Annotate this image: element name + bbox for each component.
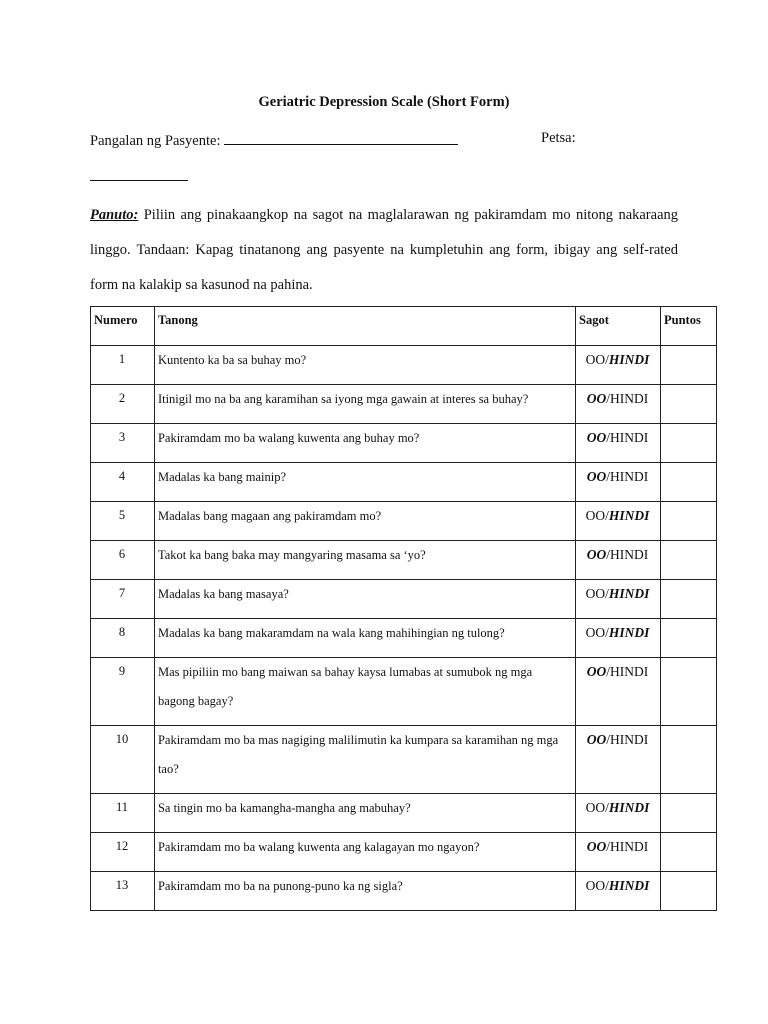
row-number: 12 [91, 833, 155, 872]
answer-no-option[interactable]: HINDI [608, 586, 650, 601]
row-question: Pakiramdam mo ba walang kuwenta ang kalagayan mo ngayon? [154, 833, 575, 872]
row-answer[interactable] [576, 502, 661, 541]
answer-no-option[interactable]: HINDI [610, 664, 649, 679]
table-row [91, 502, 717, 541]
answer-no-option[interactable]: HINDI [608, 878, 650, 893]
row-question: Pakiramdam mo ba na punong-puno ka ng sigla? [154, 872, 575, 911]
table-header-row [91, 307, 717, 346]
row-score-cell[interactable] [661, 346, 717, 385]
header-answer: Sagot [576, 307, 661, 346]
row-number: 9 [91, 658, 155, 726]
row-answer[interactable] [576, 872, 661, 911]
row-answer[interactable] [576, 726, 661, 794]
row-question: Pakiramdam mo ba walang kuwenta ang buhay mo? [154, 424, 575, 463]
answer-no-option[interactable]: HINDI [610, 547, 649, 562]
answer-yes-option[interactable]: OO [586, 469, 607, 484]
date-field-row [90, 166, 188, 186]
answer-separator: / [606, 391, 611, 406]
answer-yes-option[interactable]: OO [586, 547, 607, 562]
answer-no-option[interactable]: HINDI [608, 625, 650, 640]
answer-separator: / [606, 469, 611, 484]
answer-no-option[interactable]: HINDI [608, 352, 650, 367]
answer-yes-option[interactable]: OO [585, 586, 606, 601]
date-label: Petsa: [541, 130, 576, 146]
patient-name-row [90, 130, 458, 150]
header-score: Puntos [661, 307, 717, 346]
answer-separator: / [605, 878, 609, 893]
table-row [91, 833, 717, 872]
row-answer[interactable] [576, 580, 661, 619]
row-question: Madalas ka bang mainip? [154, 463, 575, 502]
answer-no-option[interactable]: HINDI [610, 732, 649, 747]
row-score-cell[interactable] [661, 580, 717, 619]
table-row [91, 872, 717, 911]
row-question: Itinigil mo na ba ang karamihan sa iyong mga gawain at interes sa buhay? [154, 385, 575, 424]
row-number: 3 [91, 424, 155, 463]
answer-separator: / [606, 664, 611, 679]
table-row [91, 726, 717, 794]
row-answer[interactable] [576, 463, 661, 502]
instructions-label: Panuto: [90, 207, 139, 223]
answer-yes-option[interactable]: OO [586, 664, 607, 679]
instructions-text: Piliin ang pinakaangkop na sagot na maglalarawan ng pakiramdam mo nitong nakaraang linggo. Tandaan: Kapag tinatanong ang pasyente na kumpletuhin ang form, ibigay ang self-rated form na kalakip sa kasunod na pahina. [90, 207, 679, 293]
table-row [91, 658, 717, 726]
row-number: 5 [91, 502, 155, 541]
answer-yes-option[interactable]: OO [585, 625, 606, 640]
table-row [91, 794, 717, 833]
document-title: Geriatric Depression Scale (Short Form) [258, 94, 510, 110]
row-number: 2 [91, 385, 155, 424]
row-question: Kuntento ka ba sa buhay mo? [154, 346, 575, 385]
row-question: Madalas ka bang masaya? [154, 580, 575, 619]
answer-separator: / [605, 352, 609, 367]
answer-no-option[interactable]: HINDI [610, 391, 649, 406]
row-number: 1 [91, 346, 155, 385]
row-question: Madalas bang magaan ang pakiramdam mo? [154, 502, 575, 541]
row-score-cell[interactable] [661, 794, 717, 833]
answer-yes-option[interactable]: OO [586, 430, 607, 445]
answer-separator: / [606, 732, 611, 747]
row-number: 11 [91, 794, 155, 833]
answer-yes-option[interactable]: OO [586, 391, 607, 406]
row-question: Mas pipiliin mo bang maiwan sa bahay kaysa lumabas at sumubok ng mga bagong bagay? [154, 658, 575, 726]
answer-separator: / [606, 547, 611, 562]
row-question: Sa tingin mo ba kamangha-mangha ang mabuhay? [154, 794, 575, 833]
row-answer[interactable] [576, 619, 661, 658]
row-number: 13 [91, 872, 155, 911]
row-score-cell[interactable] [661, 833, 717, 872]
header-number: Numero [91, 307, 155, 346]
answer-separator: / [606, 430, 611, 445]
row-number: 10 [91, 726, 155, 794]
table-row [91, 541, 717, 580]
patient-name-label: Pangalan ng Pasyente: [90, 133, 221, 149]
row-answer[interactable] [576, 794, 661, 833]
row-question: Madalas ka bang makaramdam na wala kang mahihingian ng tulong? [154, 619, 575, 658]
row-number: 6 [91, 541, 155, 580]
row-score-cell[interactable] [661, 463, 717, 502]
row-answer[interactable] [576, 385, 661, 424]
row-score-cell[interactable] [661, 385, 717, 424]
gds-table [90, 306, 717, 911]
row-number: 8 [91, 619, 155, 658]
table-body [91, 346, 717, 911]
answer-separator: / [606, 839, 611, 854]
answer-separator: / [605, 800, 609, 815]
answer-yes-option[interactable]: OO [586, 839, 607, 854]
row-answer[interactable] [576, 658, 661, 726]
answer-yes-option[interactable]: OO [585, 352, 606, 367]
instructions [90, 198, 678, 303]
table-row [91, 346, 717, 385]
answer-yes-option[interactable]: OO [585, 508, 606, 523]
row-score-cell[interactable] [661, 658, 717, 726]
answer-no-option[interactable]: HINDI [610, 469, 649, 484]
table-row [91, 385, 717, 424]
row-score-cell[interactable] [661, 424, 717, 463]
answer-no-option[interactable]: HINDI [610, 839, 649, 854]
answer-separator: / [605, 508, 609, 523]
header-question: Tanong [154, 307, 575, 346]
row-number: 4 [91, 463, 155, 502]
date-row [541, 130, 576, 147]
answer-no-option[interactable]: HINDI [608, 800, 650, 815]
row-number: 7 [91, 580, 155, 619]
row-answer[interactable] [576, 833, 661, 872]
row-answer[interactable] [576, 541, 661, 580]
answer-yes-option[interactable]: OO [586, 732, 607, 747]
row-question: Pakiramdam mo ba mas nagiging malilimutin ka kumpara sa karamihan ng mga tao? [154, 726, 575, 794]
answer-no-option[interactable]: HINDI [608, 508, 650, 523]
patient-name-field[interactable] [224, 130, 458, 145]
answer-separator: / [605, 586, 609, 601]
answer-yes-option[interactable]: OO [585, 800, 606, 815]
table-row [91, 463, 717, 502]
table-row [91, 424, 717, 463]
row-question: Takot ka bang baka may mangyaring masama sa ‘yo? [154, 541, 575, 580]
table-row [91, 619, 717, 658]
row-answer[interactable] [576, 346, 661, 385]
row-score-cell[interactable] [661, 726, 717, 794]
answer-no-option[interactable]: HINDI [610, 430, 649, 445]
date-field[interactable] [90, 166, 188, 181]
row-score-cell[interactable] [661, 502, 717, 541]
table-row [91, 580, 717, 619]
answer-separator: / [605, 625, 609, 640]
row-score-cell[interactable] [661, 619, 717, 658]
answer-yes-option[interactable]: OO [585, 878, 606, 893]
row-answer[interactable] [576, 424, 661, 463]
row-score-cell[interactable] [661, 872, 717, 911]
row-score-cell[interactable] [661, 541, 717, 580]
